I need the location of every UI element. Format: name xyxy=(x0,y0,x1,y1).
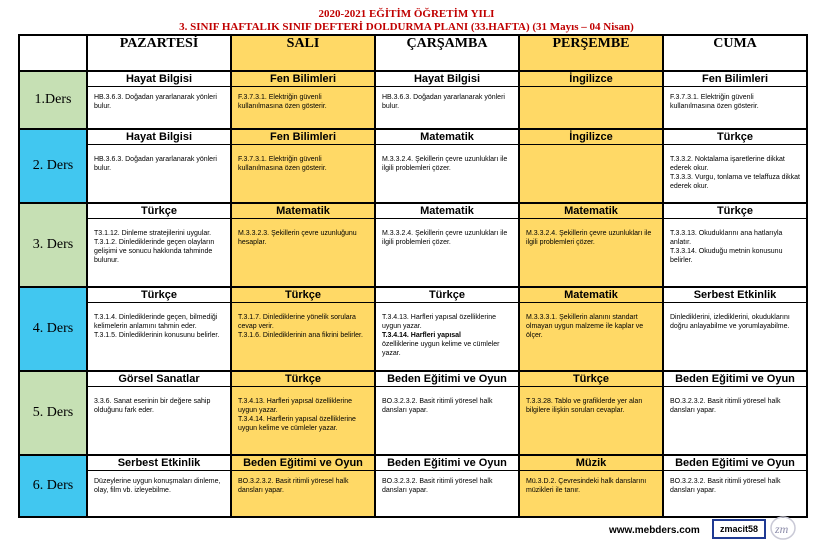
objective-text: T.3.1.4. Dinlediklerinde geçen, bilmediği kelimelerin anlamını tahmin eder. T.3.1.5. Dinlediklerinin konusunu belirler. xyxy=(94,314,220,339)
schedule-cell-wednesday xyxy=(375,371,519,455)
schedule-cell-tuesday xyxy=(231,455,375,517)
lesson-label: 1.Ders xyxy=(19,71,87,129)
subject-label: Matematik xyxy=(520,204,662,219)
day-header-monday: PAZARTESİ xyxy=(87,35,231,71)
subject-label: Serbest Etkinlik xyxy=(88,456,230,471)
objective-text xyxy=(520,145,662,157)
objective-text: M.3.3.3.1. Şekillerin alanını standart olmayan uygun malzeme ile kaplar ve ölçer. xyxy=(526,314,644,339)
schedule-cell-friday xyxy=(663,71,807,129)
lesson-label: 4. Ders xyxy=(19,287,87,371)
subject-label: Türkçe xyxy=(520,372,662,387)
corner-cell xyxy=(19,35,87,71)
schedule-cell-wednesday xyxy=(375,287,519,371)
objective-text: T.3.3.28. Tablo ve grafiklerde yer alan bilgilere ilişkin soruları cevaplar. xyxy=(526,398,643,414)
objective-text: M.3.3.2.4. Şekillerin çevre uzunlukları ile ilgili problemleri çözer. xyxy=(382,230,508,246)
objective-text: HB.3.6.3. Doğadan yararlanarak yönleri bulur. xyxy=(94,94,217,110)
objective-text xyxy=(376,303,518,360)
objective-text: F.3.7.3.1. Elektriğin güvenli kullanılmasına özen gösterir. xyxy=(238,94,327,110)
footer-author-badge: zmacit58 xyxy=(712,519,766,539)
subject-label: Türkçe xyxy=(232,372,374,387)
subject-label: Matematik xyxy=(232,204,374,219)
schedule-cell-thursday xyxy=(519,371,663,455)
lesson-label: 5. Ders xyxy=(19,371,87,455)
objective-text xyxy=(520,87,662,95)
subject-label: İngilizce xyxy=(520,130,662,145)
objective-text: BO.3.2.3.2. Basit ritimli yöresel halk dansları yapar. xyxy=(670,478,781,494)
subject-label: Matematik xyxy=(376,204,518,219)
lesson-row xyxy=(19,129,807,203)
page-subtitle: 3. SINIF HAFTALIK SINIF DEFTERİ DOLDURMA PLANI (33.HAFTA) (31 Mayıs – 04 Nisan) xyxy=(179,21,634,33)
objective-line: T.3.4.13. Harfleri yapısal özelliklerine uygun yazar. xyxy=(382,314,496,330)
schedule-cell-tuesday xyxy=(231,287,375,371)
day-header-friday: CUMA xyxy=(663,35,807,71)
objective-text: HB.3.6.3. Doğadan yararlanarak yönleri bulur. xyxy=(382,94,505,110)
subject-label: Beden Eğitimi ve Oyun xyxy=(232,456,374,471)
schedule-cell-friday xyxy=(663,129,807,203)
objective-text: T.3.4.13. Harfleri yapısal özelliklerine uygun yazar. T.3.4.14. Harflerin yapısal özelliklerine uygun kelime ve cümleler yazar. xyxy=(238,398,356,432)
svg-text:zm: zm xyxy=(775,522,789,536)
schedule-cell-thursday xyxy=(519,455,663,517)
objective-text: BO.3.2.3.2. Basit ritimli yöresel halk dansları yapar. xyxy=(382,398,493,414)
subject-label: Matematik xyxy=(520,288,662,303)
objective-text: Dinlediklerini, izlediklerini, okuduklarını doğru anlayabilme ve yorumlayabilme. xyxy=(670,314,790,330)
subject-label: Hayat Bilgisi xyxy=(88,130,230,145)
schedule-cell-friday xyxy=(663,203,807,287)
schedule-cell-monday xyxy=(87,71,231,129)
objective-text: M.3.3.2.3. Şekillerin çevre uzunluğunu hesaplar. xyxy=(238,230,357,246)
schedule-cell-wednesday xyxy=(375,129,519,203)
objective-text: Mü.3.D.2. Çevresindeki halk danslarını müzikleri ile tanır. xyxy=(526,478,647,494)
subject-label: Beden Eğitimi ve Oyun xyxy=(664,456,806,471)
objective-text: T.3.3.13. Okuduklarını ana hatlarıyla anlatır. T.3.3.14. Okuduğu metnin konusunu belirler. xyxy=(670,230,783,264)
schedule-table xyxy=(18,34,808,518)
schedule-cell-friday xyxy=(663,455,807,517)
schedule-cell-thursday xyxy=(519,129,663,203)
subject-label: Müzik xyxy=(520,456,662,471)
objective-text: Düzeylerine uygun konuşmaları dinleme, olay, film vb. izleyebilme. xyxy=(94,478,221,494)
subject-label: Beden Eğitimi ve Oyun xyxy=(376,372,518,387)
subject-label: Türkçe xyxy=(88,204,230,219)
objective-text: F.3.7.3.1. Elektriğin güvenli kullanılmasına özen gösterir. xyxy=(238,156,327,172)
subject-label: Hayat Bilgisi xyxy=(88,72,230,87)
objective-text: BO.3.2.3.2. Basit ritimli yöresel halk dansları yapar. xyxy=(670,398,781,414)
schedule-cell-thursday xyxy=(519,287,663,371)
subject-label: Hayat Bilgisi xyxy=(376,72,518,87)
day-header-thursday: PERŞEMBE xyxy=(519,35,663,71)
schedule-cell-wednesday xyxy=(375,455,519,517)
objective-text: M.3.3.2.4. Şekillerin çevre uzunlukları ile ilgili problemleri çözer. xyxy=(526,230,652,246)
subject-label: Görsel Sanatlar xyxy=(88,372,230,387)
subject-label: Fen Bilimleri xyxy=(232,130,374,145)
subject-label: Serbest Etkinlik xyxy=(664,288,806,303)
objective-text: 3.3.6. Sanat eserinin bir değere sahip olduğunu fark eder. xyxy=(94,398,211,414)
objective-line-tail: özelliklerine uygun kelime ve cümleler yazar. xyxy=(382,341,500,357)
objective-text: BO.3.2.3.2. Basit ritimli yöresel halk dansları yapar. xyxy=(238,478,349,494)
lesson-row xyxy=(19,455,807,517)
schedule-cell-monday xyxy=(87,129,231,203)
schedule-cell-friday xyxy=(663,287,807,371)
schedule-cell-friday xyxy=(663,371,807,455)
lesson-row xyxy=(19,203,807,287)
objective-text: T3.1.12. Dinleme stratejilerini uygular. T.3.1.2. Dinlediklerinde geçen olayların gelişimi ve sonucu hakkında tahminde bulunur. xyxy=(94,230,215,264)
author-logo-icon xyxy=(768,514,798,542)
schedule-cell-tuesday xyxy=(231,371,375,455)
objective-bold-line: T.3.4.14. Harfleri yapısal xyxy=(382,332,461,339)
lesson-row xyxy=(19,287,807,371)
objective-text: T.3.1.7. Dinlediklerine yönelik sorulara cevap verir. T.3.1.6. Dinlediklerinin ana fikrini belirler. xyxy=(238,314,363,339)
lesson-label: 2. Ders xyxy=(19,129,87,203)
footer-site-link[interactable]: www.mebders.com xyxy=(609,525,700,536)
subject-label: Matematik xyxy=(376,130,518,145)
schedule-cell-monday xyxy=(87,371,231,455)
subject-label: Türkçe xyxy=(376,288,518,303)
subject-label: Türkçe xyxy=(232,288,374,303)
day-header-wednesday: ÇARŞAMBA xyxy=(375,35,519,71)
subject-label: Fen Bilimleri xyxy=(664,72,806,87)
schedule-cell-wednesday xyxy=(375,71,519,129)
subject-label: Beden Eğitimi ve Oyun xyxy=(376,456,518,471)
subject-label: Türkçe xyxy=(88,288,230,303)
objective-text: HB.3.6.3. Doğadan yararlanarak yönleri bulur. xyxy=(94,156,217,172)
page-title: 2020-2021 EĞİTİM ÖĞRETİM YILI xyxy=(318,8,495,20)
schedule-cell-monday xyxy=(87,203,231,287)
day-header-tuesday: SALI xyxy=(231,35,375,71)
lesson-row xyxy=(19,371,807,455)
schedule-cell-thursday xyxy=(519,71,663,129)
lesson-label: 6. Ders xyxy=(19,455,87,517)
subject-label: Fen Bilimleri xyxy=(232,72,374,87)
objective-text: F.3.7.3.1. Elektriğin güvenli kullanılmasına özen gösterir. xyxy=(670,94,759,110)
lesson-row xyxy=(19,71,807,129)
objective-text: T.3.3.2. Noktalama işaretlerine dikkat ederek okur. T.3.3.3. Vurgu, tonlama ve telaffuza dikkat ederek okur. xyxy=(670,156,800,190)
schedule-cell-thursday xyxy=(519,203,663,287)
schedule-cell-monday xyxy=(87,455,231,517)
lesson-label: 3. Ders xyxy=(19,203,87,287)
subject-label: İngilizce xyxy=(520,72,662,87)
subject-label: Türkçe xyxy=(664,204,806,219)
schedule-cell-wednesday xyxy=(375,203,519,287)
schedule-cell-monday xyxy=(87,287,231,371)
objective-text: BO.3.2.3.2. Basit ritimli yöresel halk dansları yapar. xyxy=(382,478,493,494)
day-header-row xyxy=(19,35,807,71)
subject-label: Beden Eğitimi ve Oyun xyxy=(664,372,806,387)
schedule-cell-tuesday xyxy=(231,203,375,287)
schedule-cell-tuesday xyxy=(231,71,375,129)
schedule-cell-tuesday xyxy=(231,129,375,203)
objective-text: M.3.3.2.4. Şekillerin çevre uzunlukları ile ilgili problemleri çözer. xyxy=(382,156,508,172)
subject-label: Türkçe xyxy=(664,130,806,145)
